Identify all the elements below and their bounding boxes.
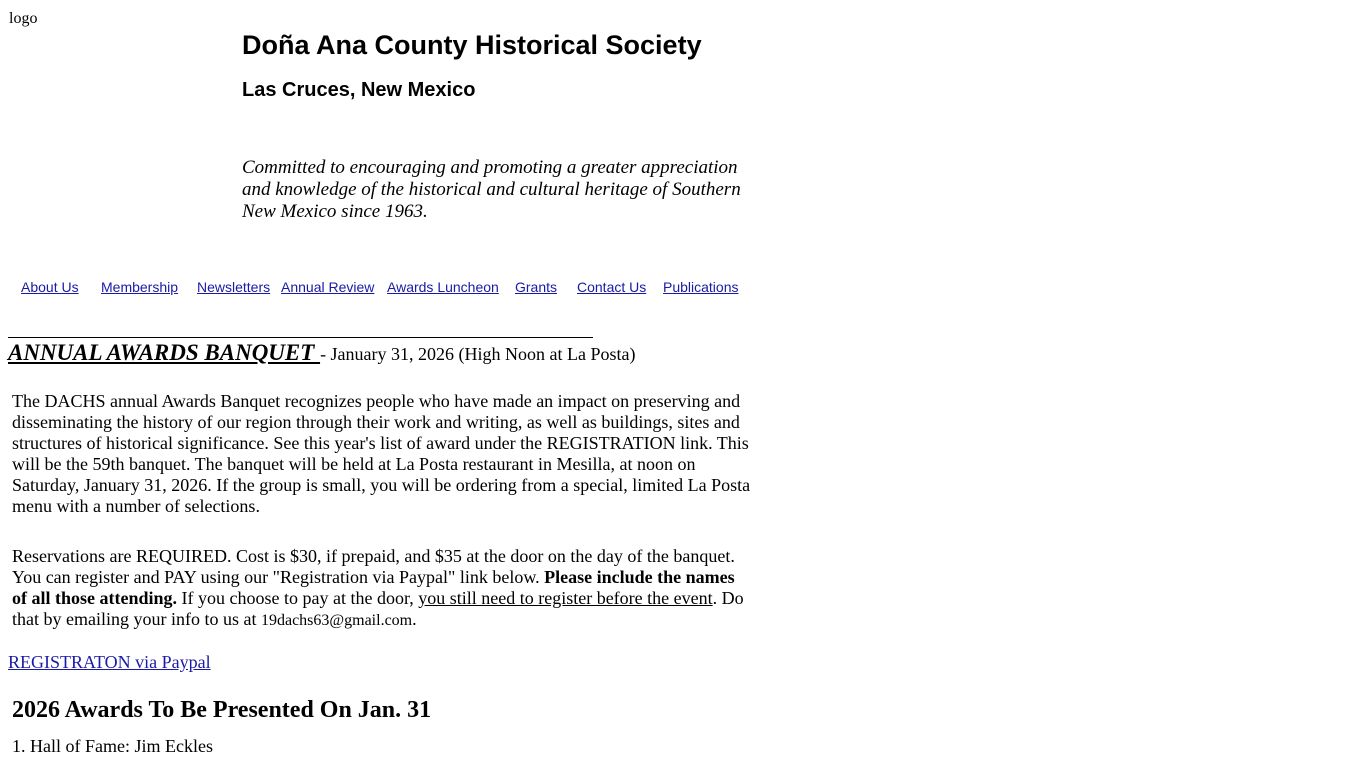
award-item: 1. Hall of Fame: Jim Eckles xyxy=(12,736,213,756)
nav-link-contact-us[interactable]: Contact Us xyxy=(577,279,647,295)
reservation-text: Reservations are REQUIRED. Cost is $30, if prepaid, and $35 at the door on the day of the banquet. You can register and PAY using our "Registration via Paypal" link below. xyxy=(12,546,735,587)
section-divider xyxy=(8,337,593,338)
reservation-bold-note: Please include the names of all those attending. xyxy=(12,567,735,608)
banquet-heading: ANNUAL AWARDS BANQUET xyxy=(8,340,321,365)
nav-link-annual-review[interactable]: Annual Review xyxy=(281,279,375,295)
reservation-text-3: . Do that by emailing your info to us at xyxy=(12,588,744,629)
nav-link-about-us[interactable]: About Us xyxy=(21,279,79,295)
banquet-date: - January 31, 2026 (High Noon at La Posta) xyxy=(320,344,636,364)
awards-list xyxy=(12,736,213,767)
nav-link-awards-luncheon[interactable]: Awards Luncheon xyxy=(387,279,499,295)
mission-statement: Committed to encouraging and promoting a greater appreciation and knowledge of the historical and cultural heritage of Southern New Mexico since 1963. xyxy=(242,157,741,222)
awards-heading: 2026 Awards To Be Presented On Jan. 31 xyxy=(12,697,432,723)
reservation-underline-note: you still need to register before the event xyxy=(418,588,713,608)
site-title: Doña Ana County Historical Society xyxy=(242,30,702,60)
banquet-heading-line xyxy=(8,340,636,366)
banquet-description: The DACHS annual Awards Banquet recognizes people who have made an impact on preserving and disseminating the history of our region through their work and writing, as well as buildings, sites and structures of historical significance. See this year's list of award under the REGISTRATION link. This will be the 59th banquet. The banquet will be held at La Posta restaurant in Mesilla, at noon on Saturday, January 31, 2026. If the group is small, you will be ordering from a special, limited La Posta menu with a number of selections. xyxy=(12,391,751,516)
nav-link-publications[interactable]: Publications xyxy=(663,279,739,295)
site-subtitle: Las Cruces, New Mexico xyxy=(242,79,476,101)
reservation-text-end: . xyxy=(412,609,417,629)
logo-image: logo xyxy=(9,10,38,27)
reservation-info xyxy=(12,546,754,631)
nav-link-membership[interactable]: Membership xyxy=(101,279,179,295)
nav-link-grants[interactable]: Grants xyxy=(515,279,558,295)
registration-paypal-link[interactable]: REGISTRATON via Paypal xyxy=(8,652,211,672)
contact-email: 19dachs63@gmail.com xyxy=(260,612,413,629)
reservation-text-2: If you choose to pay at the door, xyxy=(177,588,419,608)
nav-link-newsletters[interactable]: Newsletters xyxy=(197,279,271,295)
